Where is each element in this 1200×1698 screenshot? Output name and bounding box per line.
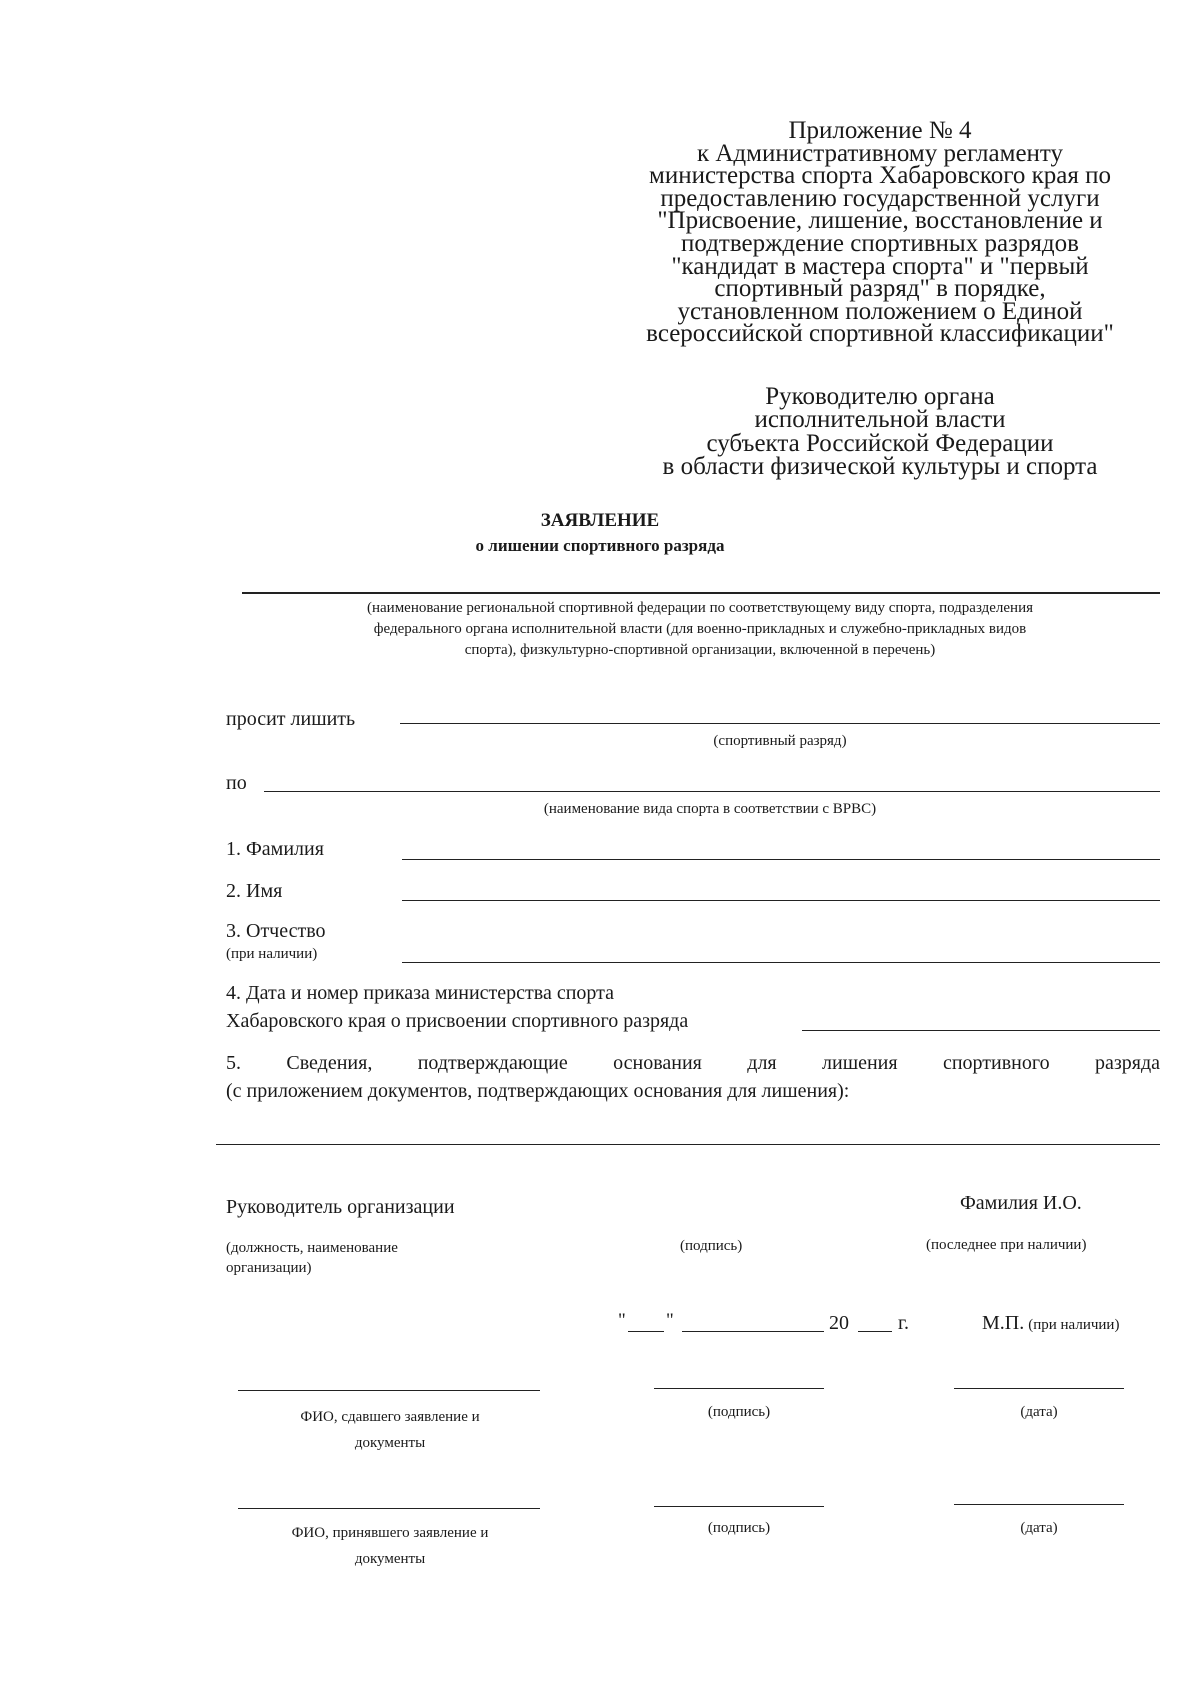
- sport-caption: (наименование вида спорта в соответствии с ВРВС): [543, 801, 877, 817]
- grounds-label-2: (с приложением документов, подтверждающих основания для лишения):: [226, 1080, 850, 1102]
- date-year-line[interactable]: [858, 1331, 892, 1332]
- appendix-line: всероссийской спортивной классификации": [646, 320, 1114, 348]
- appendix-line: к Административному регламенту: [696, 139, 1064, 167]
- request-label: просит лишить: [226, 708, 356, 730]
- order-label-1: 4. Дата и номер приказа министерства спорта: [226, 982, 615, 1004]
- org-caption-line: (наименование региональной спортивной федерации по соответствующему виду спорта, подразделения: [366, 600, 1033, 616]
- head-label: Руководитель организации: [226, 1196, 455, 1218]
- fio-label: Фамилия И.О.: [960, 1192, 1082, 1214]
- appendix-line: установленном положением о Единой: [677, 297, 1083, 325]
- date-quote-open: ": [618, 1310, 626, 1331]
- date-month-line[interactable]: [682, 1331, 824, 1332]
- surname-label: 1. Фамилия: [226, 838, 324, 860]
- position-caption-line: организации): [226, 1260, 312, 1276]
- appendix-line: министерства спорта Хабаровского края по: [649, 162, 1111, 190]
- sign-caption: (подпись): [680, 1238, 743, 1254]
- submitted-date-line[interactable]: [954, 1388, 1124, 1389]
- sport-label: по: [226, 772, 247, 794]
- date-year-prefix: 20: [829, 1312, 849, 1334]
- patronymic-note: (при наличии): [226, 946, 318, 962]
- surname-line[interactable]: [402, 859, 1160, 860]
- accepted-caption: [230, 1520, 550, 1572]
- grounds-line[interactable]: [216, 1144, 1160, 1145]
- addressee-line: исполнительной власти: [754, 406, 1006, 434]
- sport-line[interactable]: [264, 791, 1160, 792]
- addressee-block: [600, 385, 1160, 478]
- date-quote-close: ": [666, 1310, 674, 1331]
- submitted-sign-caption: (подпись): [707, 1404, 771, 1420]
- addressee-line: субъекта Российской Федерации: [706, 429, 1054, 457]
- accepted-date-line[interactable]: [954, 1504, 1124, 1505]
- stamp-note: (при наличии): [1028, 1317, 1120, 1333]
- rank-caption: (спортивный разряд): [713, 733, 847, 749]
- addressee-line: Руководителю органа: [765, 383, 995, 410]
- accepted-caption-line: ФИО, принявшего заявление и: [291, 1525, 489, 1541]
- org-caption-line: спорта), физкультурно-спортивной организации, включенной в перечень): [464, 642, 936, 658]
- patronymic-line[interactable]: [402, 962, 1160, 963]
- submitted-fio-line[interactable]: [238, 1390, 540, 1391]
- appendix-line: "Присвоение, лишение, восстановление и: [657, 207, 1103, 235]
- appendix-number: Приложение № 4: [788, 117, 972, 144]
- date-suffix: г.: [898, 1312, 909, 1334]
- document-title: ЗАЯВЛЕНИЕ: [540, 510, 660, 531]
- patronymic-label: 3. Отчество: [226, 920, 326, 942]
- accepted-sign-line[interactable]: [654, 1506, 824, 1507]
- name-label: 2. Имя: [226, 880, 283, 902]
- appendix-block: [600, 117, 1160, 348]
- document-subtitle: о лишении спортивного разряда: [475, 536, 725, 555]
- stamp-label: М.П.: [982, 1312, 1025, 1334]
- last-name-caption: (последнее при наличии): [926, 1237, 1087, 1253]
- grounds-label-1: 5. Сведения, подтверждающие основания для лишения спортивного разряда: [226, 1052, 1160, 1074]
- submitted-caption: [230, 1404, 550, 1456]
- accepted-fio-line[interactable]: [238, 1508, 540, 1509]
- submitted-date-caption: (дата): [1020, 1404, 1058, 1420]
- appendix-line: подтверждение спортивных разрядов: [681, 229, 1079, 257]
- position-caption-line: (должность, наименование: [226, 1240, 398, 1256]
- order-line[interactable]: [802, 1030, 1160, 1031]
- appendix-line: предоставлению государственной услуги: [660, 184, 1100, 212]
- appendix-line: спортивный разряд" в порядке,: [714, 275, 1046, 303]
- order-label-2: Хабаровского края о присвоении спортивного разряда: [226, 1010, 689, 1032]
- position-caption: [226, 1238, 398, 1278]
- appendix-line: "кандидат в мастера спорта" и "первый: [671, 252, 1089, 280]
- org-line[interactable]: [242, 592, 1160, 594]
- submitted-sign-line[interactable]: [654, 1388, 824, 1389]
- accepted-date-caption: (дата): [1020, 1520, 1058, 1536]
- accepted-caption-line: документы: [354, 1551, 426, 1567]
- org-caption-line: федерального органа исполнительной власти (для военно-прикладных и служебно-прикладных видов: [373, 621, 1027, 637]
- accepted-sign-caption: (подпись): [707, 1520, 771, 1536]
- name-line[interactable]: [402, 900, 1160, 901]
- stamp-block: [982, 1312, 1119, 1335]
- submitted-caption-line: ФИО, сдавшего заявление и: [300, 1409, 480, 1425]
- rank-line[interactable]: [400, 723, 1160, 724]
- date-day-line[interactable]: [628, 1331, 664, 1332]
- submitted-caption-line: документы: [354, 1435, 426, 1451]
- org-caption: [200, 598, 1200, 661]
- addressee-line: в области физической культуры и спорта: [662, 452, 1098, 480]
